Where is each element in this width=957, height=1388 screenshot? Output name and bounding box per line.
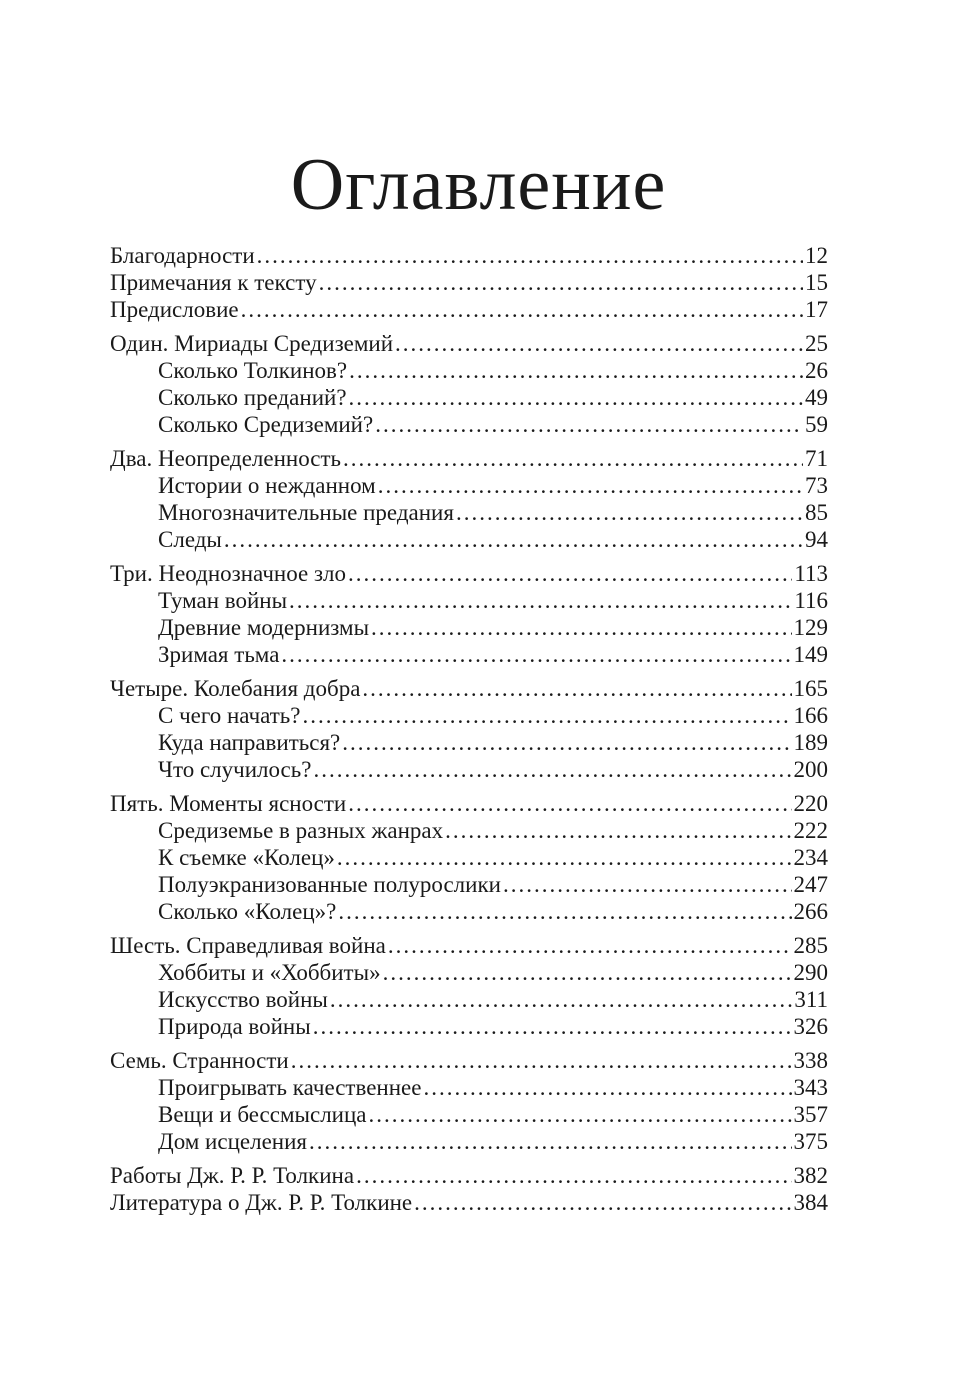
toc-entry[interactable] — [110, 560, 828, 587]
toc-page-number: 326 — [793, 1014, 828, 1039]
toc-page-number: 290 — [793, 960, 828, 985]
toc-subentry[interactable] — [110, 1101, 828, 1128]
toc-dot-leader — [241, 296, 803, 323]
toc-entry[interactable] — [110, 296, 828, 323]
toc-entry-label: Туман войны — [158, 588, 288, 613]
toc-entry-label: Что случилось? — [158, 757, 312, 782]
toc-dot-leader — [313, 1013, 792, 1040]
toc-entry-label: Предисловие — [110, 297, 239, 322]
toc-entry-label: Семь. Странности — [110, 1048, 289, 1073]
toc-page-number: 17 — [805, 297, 828, 322]
toc-entry-label: Три. Неоднозначное зло — [110, 561, 347, 586]
toc-section — [110, 445, 828, 553]
toc-page-number: 12 — [805, 243, 828, 268]
toc-subentry[interactable] — [110, 729, 828, 756]
toc-page-number: 25 — [805, 331, 828, 356]
toc-entry-label: Многозначительные предания — [158, 500, 454, 525]
toc-entry-label: Четыре. Колебания добра — [110, 676, 361, 701]
toc-page-number: 15 — [805, 270, 828, 295]
toc-page-number: 73 — [805, 473, 828, 498]
toc-dot-leader — [445, 817, 791, 844]
toc-entry-label: Искусство войны — [158, 987, 328, 1012]
toc-subentry[interactable] — [110, 587, 828, 614]
toc-page-number: 285 — [793, 933, 828, 958]
toc-entry[interactable] — [110, 330, 828, 357]
toc-entry[interactable] — [110, 790, 828, 817]
toc-dot-leader — [395, 330, 803, 357]
toc-dot-leader — [319, 269, 803, 296]
toc-subentry[interactable] — [110, 986, 828, 1013]
toc-entry[interactable] — [110, 445, 828, 472]
toc-entry-label: Истории о нежданном — [158, 473, 376, 498]
toc-entry-label: Пять. Моменты ясности — [110, 791, 347, 816]
toc-subentry[interactable] — [110, 472, 828, 499]
toc-dot-leader — [356, 1162, 791, 1189]
toc-dot-leader — [348, 560, 792, 587]
toc-entry[interactable] — [110, 1162, 828, 1189]
toc-page-number: 247 — [793, 872, 828, 897]
toc-entry-label: Литература о Дж. Р. Р. Толкине — [110, 1190, 413, 1215]
toc-page-number: 166 — [793, 703, 828, 728]
toc-page-number: 71 — [805, 446, 828, 471]
toc-dot-leader — [503, 871, 792, 898]
toc-page-number: 113 — [794, 561, 828, 586]
toc-dot-leader — [362, 675, 791, 702]
toc-page-number: 129 — [793, 615, 828, 640]
toc-dot-leader — [303, 702, 792, 729]
toc-dot-leader — [375, 411, 803, 438]
toc-entry-label: Два. Неопределенность — [110, 446, 342, 471]
toc-dot-leader — [224, 526, 803, 553]
toc-entry-label: Сколько «Колец»? — [158, 899, 337, 924]
toc-subentry[interactable] — [110, 1128, 828, 1155]
toc-entry-label: Сколько преданий? — [158, 385, 347, 410]
toc-page-number: 116 — [794, 588, 828, 613]
toc-subentry[interactable] — [110, 641, 828, 668]
toc-dot-leader — [349, 384, 803, 411]
toc-entry[interactable] — [110, 242, 828, 269]
toc-entry[interactable] — [110, 1047, 828, 1074]
toc-dot-leader — [349, 357, 803, 384]
toc-page-number: 266 — [793, 899, 828, 924]
toc-page-number: 200 — [793, 757, 828, 782]
toc-dot-leader — [281, 641, 791, 668]
toc-entry-label: Примечания к тексту — [110, 270, 317, 295]
toc-dot-leader — [348, 790, 791, 817]
toc-subentry[interactable] — [110, 1074, 828, 1101]
toc-entry-label: Сколько Толкинов? — [158, 358, 348, 383]
toc-page-number: 149 — [793, 642, 828, 667]
toc-page-number: 234 — [793, 845, 828, 870]
toc-section — [110, 1047, 828, 1155]
page-title: Оглавление — [290, 144, 667, 226]
toc-page-number: 165 — [793, 676, 828, 701]
toc-entry-label: Шесть. Справедливая война — [110, 933, 386, 958]
toc-page-number: 384 — [793, 1190, 828, 1215]
toc-dot-leader — [383, 959, 792, 986]
toc-subentry[interactable] — [110, 871, 828, 898]
toc-dot-leader — [388, 932, 792, 959]
toc-entry-label: Проигрывать качественнее — [158, 1075, 422, 1100]
toc-page-number: 220 — [793, 791, 828, 816]
toc-subentry[interactable] — [110, 384, 828, 411]
toc-subentry[interactable] — [110, 756, 828, 783]
toc-entry-label: Один. Мириады Средиземий — [110, 331, 394, 356]
toc-dot-leader — [309, 1128, 792, 1155]
toc-dot-leader — [369, 1101, 792, 1128]
toc-entry-label: Древние модернизмы — [158, 615, 370, 640]
toc-section — [110, 790, 828, 925]
toc-entry-label: Благодарности — [110, 243, 255, 268]
toc-page-number: 375 — [793, 1129, 828, 1154]
toc-page-number: 189 — [793, 730, 828, 755]
toc-entry-label: Вещи и бессмыслица — [158, 1102, 367, 1127]
toc-page-number: 222 — [793, 818, 828, 843]
toc-entry-label: Зримая тьма — [158, 642, 280, 667]
toc-entry-label: Работы Дж. Р. Р. Толкина — [110, 1163, 355, 1188]
toc-dot-leader — [313, 756, 791, 783]
toc-page-number: 382 — [793, 1163, 828, 1188]
toc-dot-leader — [378, 472, 803, 499]
toc-page-number: 338 — [793, 1048, 828, 1073]
toc-subentry[interactable] — [110, 702, 828, 729]
toc-entry[interactable] — [110, 1189, 828, 1216]
toc-dot-leader — [456, 499, 803, 526]
toc-entry-label: Дом исцеления — [158, 1129, 307, 1154]
toc-dot-leader — [423, 1074, 791, 1101]
toc-page-number: 49 — [805, 385, 828, 410]
toc-page-number: 26 — [805, 358, 828, 383]
toc-entry-label: Природа войны — [158, 1014, 311, 1039]
toc-entry[interactable] — [110, 932, 828, 959]
toc-section — [110, 675, 828, 783]
toc-dot-leader — [337, 844, 792, 871]
toc-entry-label: Сколько Средиземий? — [158, 412, 374, 437]
toc-subentry[interactable] — [110, 959, 828, 986]
toc-page-number: 343 — [793, 1075, 828, 1100]
toc-page-number: 311 — [794, 987, 828, 1012]
toc-subentry[interactable] — [110, 499, 828, 526]
toc-subentry[interactable] — [110, 817, 828, 844]
toc-section — [110, 1162, 828, 1216]
toc-entry-label: Полуэкранизованные полурослики — [158, 872, 501, 897]
toc-page-number: 59 — [805, 412, 828, 437]
table-of-contents — [110, 242, 828, 1223]
toc-section — [110, 242, 828, 323]
toc-dot-leader — [257, 242, 803, 269]
toc-dot-leader — [343, 445, 803, 472]
toc-entry-label: Следы — [158, 527, 222, 552]
toc-subentry[interactable] — [110, 1013, 828, 1040]
toc-page-number: 357 — [793, 1102, 828, 1127]
toc-entry-label: Куда направиться? — [158, 730, 341, 755]
toc-entry-label: Хоббиты и «Хоббиты» — [158, 960, 381, 985]
toc-dot-leader — [338, 898, 791, 925]
toc-subentry[interactable] — [110, 411, 828, 438]
toc-dot-leader — [289, 587, 792, 614]
toc-dot-leader — [330, 986, 792, 1013]
toc-section — [110, 330, 828, 438]
toc-entry-label: С чего начать? — [158, 703, 301, 728]
toc-entry-label: Средиземье в разных жанрах — [158, 818, 444, 843]
toc-subentry[interactable] — [110, 526, 828, 553]
toc-subentry[interactable] — [110, 614, 828, 641]
toc-dot-leader — [371, 614, 791, 641]
toc-page-number: 85 — [805, 500, 828, 525]
toc-entry-label: К съемке «Колец» — [158, 845, 335, 870]
toc-dot-leader — [342, 729, 791, 756]
toc-dot-leader — [414, 1189, 791, 1216]
toc-page-number: 94 — [805, 527, 828, 552]
toc-subentry[interactable] — [110, 844, 828, 871]
toc-section — [110, 932, 828, 1040]
toc-subentry[interactable] — [110, 357, 828, 384]
toc-section — [110, 560, 828, 668]
toc-subentry[interactable] — [110, 898, 828, 925]
toc-entry[interactable] — [110, 675, 828, 702]
toc-entry[interactable] — [110, 269, 828, 296]
toc-dot-leader — [291, 1047, 792, 1074]
